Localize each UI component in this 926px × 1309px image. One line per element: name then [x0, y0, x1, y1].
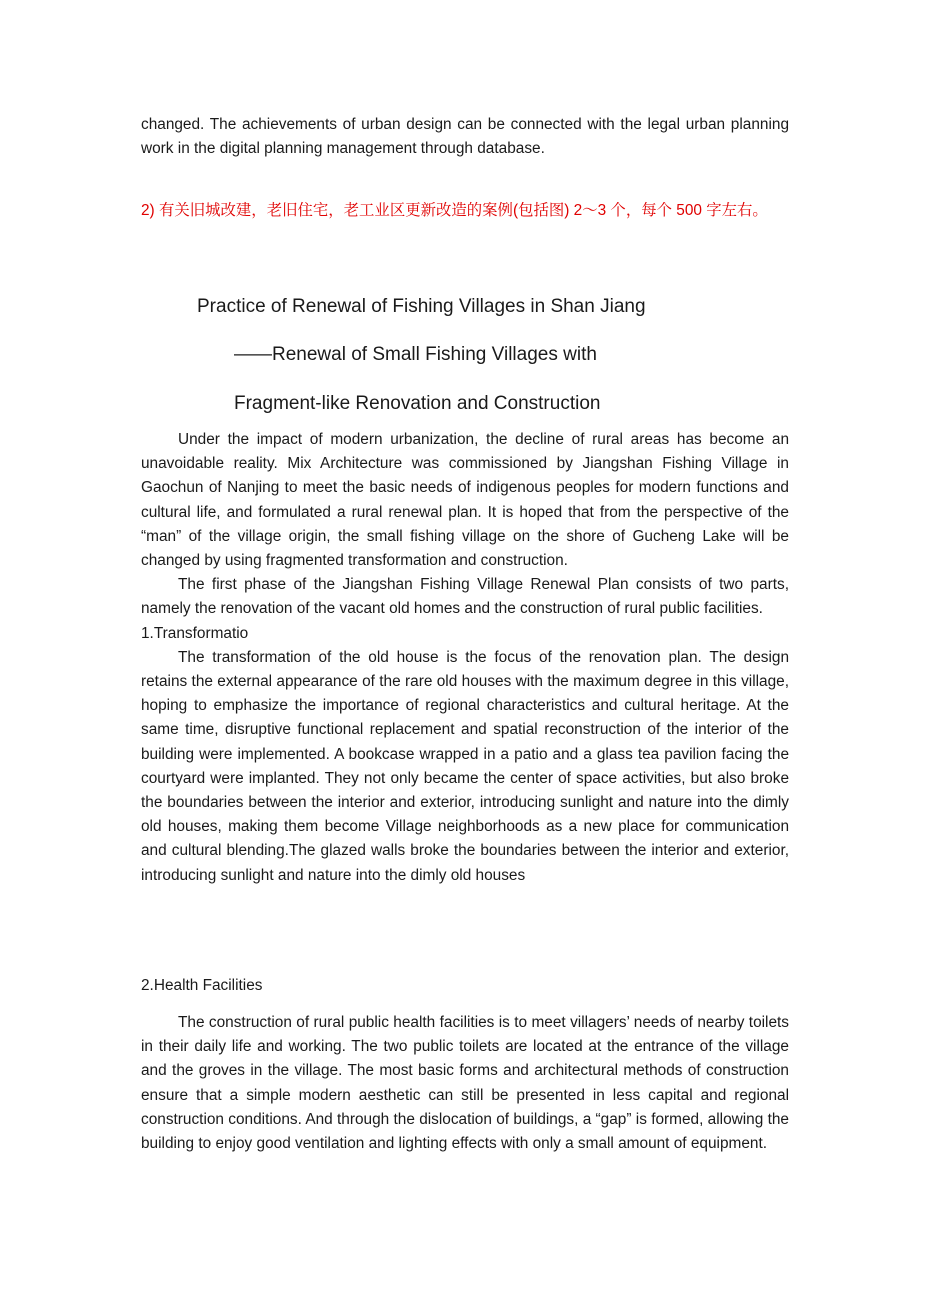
assignment-prompt: [141, 186, 789, 235]
intro-paragraph: [141, 113, 789, 161]
article-body: [141, 428, 789, 888]
health-paragraph: [141, 1011, 789, 1156]
paragraph: The transformation of the old house is the focus of the renovation plan. The design retains the external appearance of the rare old houses with the maximum degree in this village, hoping to emphasize the importance of regional characteristics and cultural heritage. At the same time, disruptive functional replacement and spatial reconstruction of the interior of the building were implemented. A bookcase wrapped in a patio and a glass tea pavilion facing the courtyard were implanted. They not only became the center of space activities, but also broke the boundaries between the interior and exterior, introducing sunlight and nature into the dimly old houses, making them become Village neighborhoods as a new place for communication and cultural blending.The glazed walls broke the boundaries between the interior and exterior, introducing sunlight and nature into the dimly old houses: [141, 648, 789, 884]
paragraph: The construction of rural public health facilities is to meet villagers’ needs of nearby toilets in their daily life and working. The two public toilets are located at the entrance of the village and the groves in the village. The most basic forms and architectural methods of construction ensure that a simple modern aesthetic can still be presented in less capital and regional construction conditions. And through the dislocation of buildings, a “gap” is formed, allowing the building to enjoy good ventilation and lighting effects with only a small amount of equipment.: [141, 1014, 789, 1153]
section-heading: 2.Health Facilities: [141, 977, 263, 994]
article-subtitle-line1: ——Renewal of Small Fishing Villages with: [234, 344, 597, 365]
article-title: Practice of Renewal of Fishing Villages in Shan Jiang: [197, 296, 646, 317]
paragraph: Under the impact of modern urbanization, the decline of rural areas has become an unavoidable reality. Mix Architecture was commissioned by Jiangshan Fishing Village in Gaochun of Nanjing to meet the basic needs of indigenous peoples for modern functions and cultural life, and formulated a rural renewal plan. It is hoped that from the perspective of the “man” of the village origin, the small fishing village on the shore of Gucheng Lake will be changed by using fragmented transformation and construction.: [141, 431, 789, 570]
article-subtitle-line2: Fragment-like Renovation and Construction: [234, 393, 601, 414]
assignment-prompt-text: 2) 有关旧城改建，老旧住宅，老工业区更新改造的案例(包括图) 2～3 个，每个 500 字左右。: [141, 202, 768, 219]
intro-text: changed. The achievements of urban design can be connected with the legal urban planning work in the digital planning management through database.: [141, 116, 789, 158]
paragraph: The first phase of the Jiangshan Fishing Village Renewal Plan consists of two parts, namely the renovation of the vacant old homes and the construction of rural public facilities.: [141, 576, 789, 618]
section-heading: 1.Transformatio: [141, 624, 249, 642]
section-heading-health: [141, 974, 789, 998]
